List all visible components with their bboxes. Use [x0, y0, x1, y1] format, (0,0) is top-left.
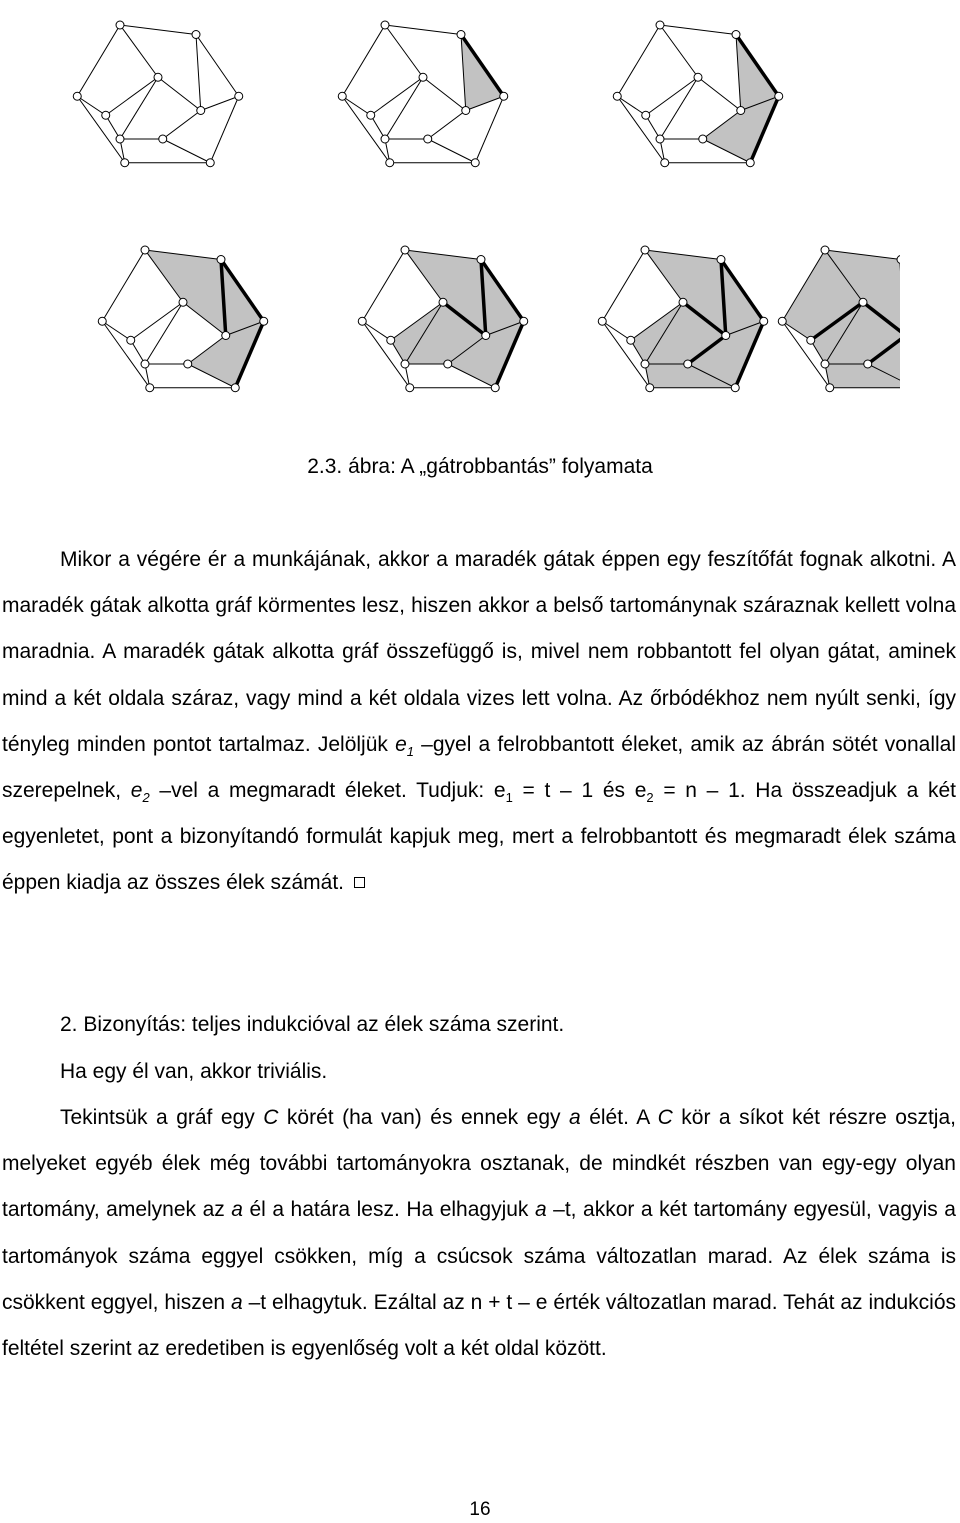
p1-text-5: = n – 1. Ha összeadjuk a két egyenletet, pont a bizonyítandó formulát kapjuk meg, mert a felrobbantott és megmaradt élek száma éppen kiadja az összes élek számát.	[2, 779, 956, 895]
dam-edge	[342, 96, 371, 115]
guard-house-vertex	[471, 159, 479, 167]
guard-house-vertex	[141, 246, 149, 254]
guard-house-vertex	[641, 360, 649, 368]
figure-caption: 2.3. ábra: A „gátrobbantás” folyamata	[307, 455, 653, 478]
guard-house-vertex	[102, 111, 110, 119]
dam-edge	[163, 111, 201, 140]
guard-house-vertex	[477, 256, 485, 264]
p2-text-6: –t, akkor a két tartomány egyesül, vagyis a tartományok száma eggyel csökken, míg a csúcsok száma változatlan marad. Az élek száma is csökkent eggyel, hiszen	[2, 1198, 956, 1314]
dam-edge	[77, 96, 106, 115]
guard-house-vertex	[338, 92, 346, 100]
dam-edge	[77, 25, 120, 96]
guard-house-vertex	[462, 107, 470, 115]
guard-house-vertex	[641, 246, 649, 254]
p1-sub1b: 1	[505, 790, 513, 806]
dam-edge	[196, 35, 239, 97]
dam-edge	[196, 35, 201, 111]
guard-house-vertex	[401, 360, 409, 368]
p2-C-2: C	[657, 1106, 673, 1129]
dam-edge	[120, 25, 158, 77]
guard-house-vertex	[520, 317, 528, 325]
dam-edge	[617, 96, 646, 115]
guard-house-vertex	[694, 73, 702, 81]
guard-house-vertex	[775, 92, 783, 100]
dam-edge	[617, 25, 660, 96]
p1-text-3: –vel a megmaradt éleket. Tudjuk: e	[149, 779, 506, 803]
dam-edge	[660, 25, 698, 77]
dam-edge	[660, 77, 698, 139]
dam-edge	[385, 25, 423, 77]
paragraph-induction	[2, 1095, 956, 1372]
dam-edge	[362, 321, 391, 340]
guard-house-vertex	[646, 384, 654, 392]
dam-edge	[698, 77, 741, 110]
guard-house-vertex	[613, 92, 621, 100]
guard-house-vertex	[146, 384, 154, 392]
guard-house-vertex	[642, 111, 650, 119]
guard-house-vertex	[737, 107, 745, 115]
guard-house-vertex	[760, 317, 768, 325]
dam-edge	[342, 25, 385, 96]
p1-text-1: Mikor a végére ér a munkájának, akkor a maradék gátak éppen egy feszítőfát fognak alkotni. A maradék gátak alkotta gráf körmentes lesz, hiszen akkor a belső tartománynak száraznak kellett volna maradnia. A maradék gátak alkotta gráf összefüggő is, mivel nem robbantott fel olyan gátat, aminek mind a két oldala száraz, vagy mind a két oldala vizes lett volna. Az őrbódékhoz nem nyúlt senki, így tényleg minden pontot tartalmaz. Jelöljük	[2, 548, 956, 756]
dam-edge	[602, 250, 645, 321]
dam-edge	[102, 321, 131, 340]
guard-house-vertex	[732, 31, 740, 39]
dam-edge	[428, 111, 466, 140]
dam-edge	[602, 321, 631, 340]
guard-house-vertex	[684, 360, 692, 368]
guard-house-vertex	[116, 21, 124, 29]
p2-text-1: Tekintsük a gráf egy	[60, 1106, 264, 1129]
dam-edge	[423, 77, 466, 110]
p2-text-5: él a határa lesz. Ha elhagyjuk	[242, 1198, 535, 1222]
p1-sub2b: 2	[646, 790, 654, 806]
guard-house-vertex	[627, 336, 635, 344]
guard-house-vertex	[367, 111, 375, 119]
guard-house-vertex	[444, 360, 452, 368]
p1-sub1: 1	[406, 744, 414, 759]
dam-edge	[646, 77, 698, 115]
p2-text-4: kör a síkot két részre osztja, melyeket egyéb élek még további tartományokra osztanak, de mindkét részben van egy-egy olyan tartomány, amelynek az	[2, 1106, 956, 1222]
dam-edge	[385, 77, 423, 139]
guard-house-vertex	[439, 298, 447, 306]
guard-house-vertex	[717, 256, 725, 264]
guard-house-vertex	[231, 384, 239, 392]
p2-text-2: körét (ha van) és ennek egy	[278, 1106, 570, 1129]
guard-house-vertex	[859, 298, 867, 306]
dam-edge	[362, 250, 405, 321]
guard-house-vertex	[197, 107, 205, 115]
guard-house-vertex	[98, 317, 106, 325]
p1-e1: e	[395, 732, 407, 756]
dam-edge	[385, 25, 461, 35]
dam-edge	[475, 96, 504, 163]
p2-C-1: C	[263, 1106, 279, 1129]
dam-edge	[131, 302, 183, 340]
p2-text-3: élét. A	[580, 1106, 658, 1129]
guard-house-vertex	[184, 360, 192, 368]
dam-edge	[106, 77, 158, 115]
guard-house-vertex	[179, 298, 187, 306]
guard-house-vertex	[222, 332, 230, 340]
guard-house-vertex	[699, 135, 707, 143]
dam-edge	[102, 250, 145, 321]
p1-text-4: = t – 1 és e	[512, 779, 647, 803]
dam-edge	[120, 77, 158, 139]
guard-house-vertex	[387, 336, 395, 344]
guard-house-vertex	[260, 317, 268, 325]
guard-house-vertex	[419, 73, 427, 81]
p1-text-2: –gyel a felrobbantott éleket, amik az ábrán sötét vonallal szerepelnek,	[2, 732, 956, 803]
p2-a-4: a	[231, 1290, 243, 1314]
guard-house-vertex	[482, 332, 490, 340]
guard-house-vertex	[457, 31, 465, 39]
guard-house-vertex	[722, 332, 730, 340]
p2-a-1: a	[569, 1106, 581, 1129]
guard-house-vertex	[381, 135, 389, 143]
proof2-heading: 2. Bizonyítás: teljes indukcióval az élek száma szerint.	[60, 1013, 565, 1036]
guard-house-vertex	[401, 246, 409, 254]
dam-edge	[428, 139, 476, 163]
guard-house-vertex	[746, 159, 754, 167]
p1-sub2: 2	[142, 790, 150, 806]
p2-a-2: a	[231, 1198, 243, 1222]
guard-house-vertex	[661, 159, 669, 167]
guard-house-vertex	[159, 135, 167, 143]
guard-house-vertex	[778, 317, 786, 325]
guard-house-vertex	[73, 92, 81, 100]
guard-house-vertex	[731, 384, 739, 392]
guard-house-vertex	[656, 21, 664, 29]
dam-edge	[371, 77, 423, 115]
guard-house-vertex	[127, 336, 135, 344]
guard-house-vertex	[656, 135, 664, 143]
guard-house-vertex	[679, 298, 687, 306]
guard-house-vertex	[826, 384, 834, 392]
guard-house-vertex	[206, 159, 214, 167]
page-number: 16	[469, 1499, 491, 1520]
dam-edge	[660, 25, 736, 35]
guard-house-vertex	[121, 159, 129, 167]
dam-edge	[210, 96, 239, 163]
guard-house-vertex	[358, 317, 366, 325]
guard-house-vertex	[821, 360, 829, 368]
dam-edge	[145, 302, 183, 364]
dam-edge	[158, 77, 201, 110]
dam-edge	[163, 139, 211, 163]
guard-house-vertex	[386, 159, 394, 167]
guard-house-vertex	[406, 384, 414, 392]
guard-house-vertex	[807, 336, 815, 344]
guard-house-vertex	[491, 384, 499, 392]
guard-house-vertex	[154, 73, 162, 81]
guard-house-vertex	[217, 256, 225, 264]
p2-text-7: –t elhagytuk. Ezáltal az n + t – e érték változatlan marad. Tehát az indukciós feltétel szerint az eredetiben is egyenlőség volt a két oldal között.	[2, 1290, 956, 1361]
guard-house-vertex	[821, 246, 829, 254]
dam-blasting-figure	[60, 0, 900, 420]
guard-house-vertex	[141, 360, 149, 368]
guard-house-vertex	[424, 135, 432, 143]
qed-square-icon	[354, 877, 365, 888]
guard-house-vertex	[235, 92, 243, 100]
p1-e2: e	[130, 779, 143, 803]
guard-house-vertex	[500, 92, 508, 100]
guard-house-vertex	[864, 360, 872, 368]
guard-house-vertex	[116, 135, 124, 143]
dam-edge	[120, 25, 196, 35]
p2-a-3: a	[534, 1198, 547, 1222]
guard-house-vertex	[598, 317, 606, 325]
proof2-base-case: Ha egy él van, akkor triviális.	[60, 1060, 328, 1083]
flooded-region	[145, 250, 226, 336]
paragraph-spanning-tree	[2, 537, 956, 907]
guard-house-vertex	[192, 31, 200, 39]
guard-house-vertex	[381, 21, 389, 29]
